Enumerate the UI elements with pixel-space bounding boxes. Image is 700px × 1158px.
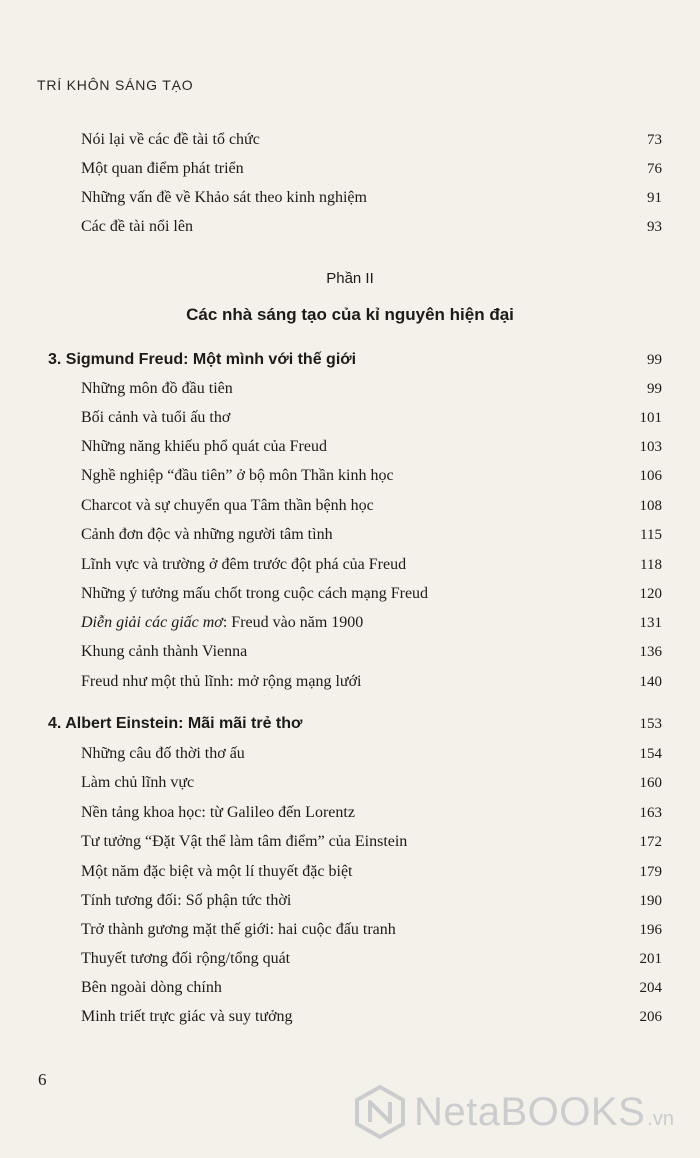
toc-entry[interactable]: [81, 611, 662, 635]
toc-entry-title: Một quan điểm phát triển: [81, 160, 244, 177]
chapter-title: 4. Albert Einstein: Mãi mãi trẻ thơ: [48, 715, 303, 732]
toc-entry-page: 73: [647, 132, 662, 148]
toc-entry[interactable]: [81, 157, 662, 181]
toc-entry-page: 108: [639, 498, 662, 514]
toc-entry-page: 190: [639, 893, 662, 909]
page-number: 6: [38, 1070, 47, 1089]
toc-entry-page: 91: [647, 190, 662, 206]
toc-entry[interactable]: [81, 918, 662, 942]
toc-entry[interactable]: [81, 435, 662, 459]
toc-entry-title: Các đề tài nổi lên: [81, 218, 193, 235]
toc-entry-title: Freud như một thủ lĩnh: mở rộng mạng lưới: [81, 673, 362, 690]
toc-entry[interactable]: [81, 1005, 662, 1029]
toc-entry-page: 201: [639, 951, 662, 967]
toc-entry-page: 179: [639, 864, 662, 880]
toc-entry-page: 163: [639, 805, 662, 821]
toc-entry[interactable]: [81, 889, 662, 913]
chapter-heading[interactable]: [48, 347, 662, 373]
toc-entry[interactable]: [81, 830, 662, 854]
chapter-page: 99: [647, 352, 662, 368]
toc-entry[interactable]: [81, 523, 662, 547]
toc-entry[interactable]: [81, 582, 662, 606]
toc-entry-page: 140: [639, 674, 662, 690]
toc-entry-page: 131: [639, 615, 662, 631]
running-head: TRÍ KHÔN SÁNG TẠO: [37, 77, 194, 93]
toc-entry-title: Những năng khiếu phổ quát của Freud: [81, 438, 327, 455]
toc-entry-title: Những vấn đề về Khảo sát theo kinh nghiệm: [81, 189, 367, 206]
chapter-heading[interactable]: [48, 711, 662, 737]
toc-entry-title: Thuyết tương đối rộng/tổng quát: [81, 950, 291, 967]
toc-entry-title: Cảnh đơn độc và những người tâm tình: [81, 526, 333, 543]
toc-entry-page: 172: [639, 834, 662, 850]
toc-entry-title: [81, 611, 363, 635]
toc-entry[interactable]: [81, 215, 662, 239]
italic-book-title: Diễn giải các giấc mơ: [81, 614, 223, 631]
watermark-brand: NetaBOOKS: [414, 1089, 646, 1134]
toc-entry-page: 101: [639, 410, 662, 426]
toc-entry[interactable]: [81, 494, 662, 518]
toc-entry-page: 136: [639, 644, 662, 660]
toc-entry[interactable]: [81, 801, 662, 825]
toc-entry[interactable]: [81, 553, 662, 577]
netabooks-logo-icon: [352, 1084, 408, 1140]
toc-entry-title: Tính tương đối: Số phận tức thời: [81, 892, 292, 909]
toc-entry-title: Làm chủ lĩnh vực: [81, 774, 195, 791]
chapter-title: 3. Sigmund Freud: Một mình với thế giới: [48, 351, 357, 368]
toc-entry-title: Bên ngoài dòng chính: [81, 979, 222, 996]
watermark: [352, 1082, 692, 1142]
toc-entry-title: Nghề nghiệp “đầu tiên” ở bộ môn Thần kinh học: [81, 467, 394, 484]
toc-entry[interactable]: [81, 947, 662, 971]
toc-entry-title: Minh triết trực giác và suy tưởng: [81, 1008, 293, 1025]
toc-entry-title: Những môn đồ đầu tiên: [81, 380, 233, 397]
chapter-page: 153: [639, 716, 662, 732]
toc-entry-page: 206: [639, 1009, 662, 1025]
toc-entry[interactable]: [81, 640, 662, 664]
toc-entry[interactable]: [81, 128, 662, 152]
part-label: Phần II: [326, 270, 374, 287]
toc-entry-page: 99: [647, 381, 662, 397]
toc-entry-title: Những câu đố thời thơ ấu: [81, 745, 245, 762]
toc-entry-title: Một năm đặc biệt và một lí thuyết đặc biệt: [81, 863, 353, 880]
toc-entry-page: 103: [639, 439, 662, 455]
toc-entry-page: 118: [640, 557, 662, 573]
watermark-suffix: .vn: [647, 1107, 674, 1130]
toc-entry-page: 160: [639, 775, 662, 791]
toc-entry-title: Charcot và sự chuyển qua Tâm thần bệnh học: [81, 497, 374, 514]
toc-entry-title: Những ý tưởng mấu chốt trong cuộc cách mạng Freud: [81, 585, 429, 602]
toc-entry-title: Nói lại về các đề tài tổ chức: [81, 131, 260, 148]
toc-entry-title: Trở thành gương mặt thế giới: hai cuộc đấu tranh: [81, 921, 396, 938]
toc-entry-page: 196: [639, 922, 662, 938]
toc-entry[interactable]: [81, 406, 662, 430]
toc-entry-page: 120: [639, 586, 662, 602]
toc-entry-title: Khung cảnh thành Vienna: [81, 643, 248, 660]
toc-entry-title: Nền tảng khoa học: từ Galileo đến Lorentz: [81, 804, 355, 821]
toc-entry[interactable]: [81, 377, 662, 401]
toc-entry-title: Tư tưởng “Đặt Vật thể làm tâm điểm” của Einstein: [81, 833, 408, 850]
toc-entry-page: 204: [639, 980, 662, 996]
toc-entry[interactable]: [81, 742, 662, 766]
toc-entry[interactable]: [81, 670, 662, 694]
toc-entry[interactable]: [81, 771, 662, 795]
toc-entry-title: Lĩnh vực và trường ở đêm trước đột phá của Freud: [81, 556, 407, 573]
toc-entry[interactable]: [81, 186, 662, 210]
toc-entry-page: 76: [647, 161, 662, 177]
part-title: Các nhà sáng tạo của kỉ nguyên hiện đại: [186, 305, 514, 324]
toc-entry-title: Bối cảnh và tuổi ấu thơ: [81, 409, 231, 426]
toc-entry-page: 93: [647, 219, 662, 235]
toc-entry[interactable]: [81, 860, 662, 884]
toc-entry[interactable]: [81, 464, 662, 488]
toc-entry-page: 154: [639, 746, 662, 762]
toc-entry[interactable]: [81, 976, 662, 1000]
toc-entry-page: 106: [639, 468, 662, 484]
toc-entry-page: 115: [640, 527, 662, 543]
title-rest: : Freud vào năm 1900: [222, 614, 364, 631]
